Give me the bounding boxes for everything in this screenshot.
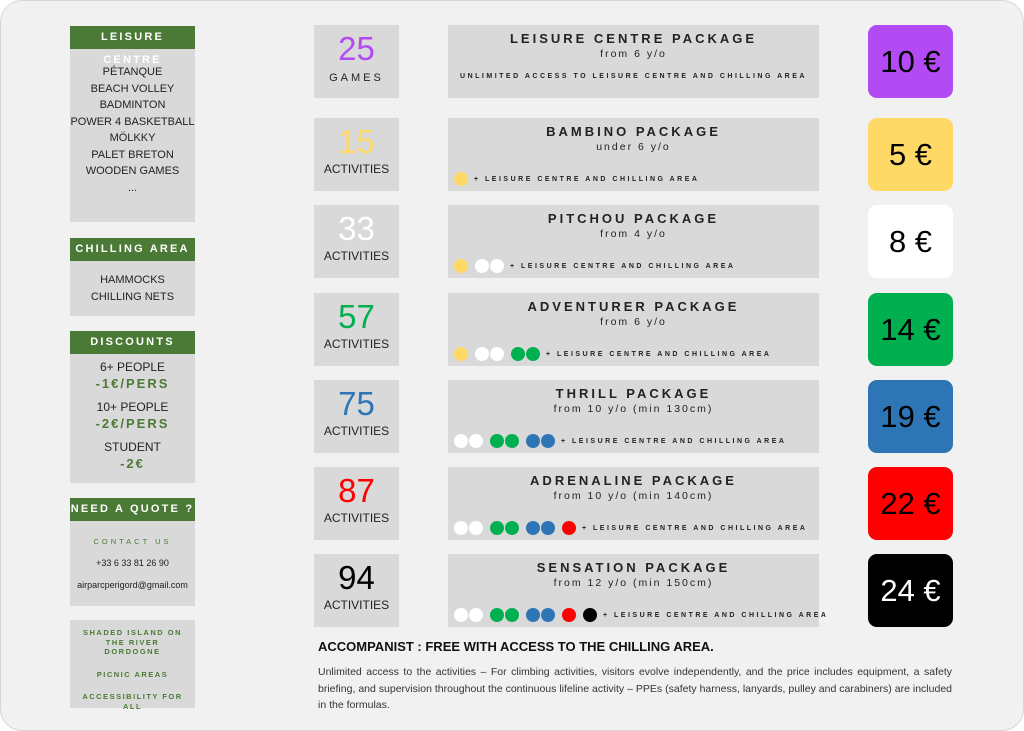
leisure-item: POWER 4 BASKETBALL: [70, 115, 195, 128]
activity-dots: [454, 259, 735, 273]
package-subtitle: from 6 y/o: [600, 316, 667, 328]
chilling-area-list: [70, 261, 195, 305]
activity-count: 94: [338, 559, 375, 596]
package-access-text: + LEISURE CENTRE AND CHILLING AREA: [474, 175, 700, 183]
info-panel: [70, 620, 195, 711]
package-title: ADRENALINE PACKAGE: [530, 473, 737, 488]
white-course-dot: [469, 521, 483, 535]
package-price: 8 €: [868, 205, 953, 278]
package-card[interactable]: [448, 205, 819, 278]
package-card[interactable]: [448, 467, 819, 540]
leisure-item: BEACH VOLLEY: [90, 82, 175, 95]
white-course-dot: [454, 434, 468, 448]
discount-value: -1€/PERS: [95, 376, 170, 391]
green-course-dot: [490, 521, 504, 535]
discounts-list: [70, 360, 195, 473]
white-course-dot: [490, 347, 504, 361]
package-price: 14 €: [868, 293, 953, 366]
quote-panel: [70, 498, 195, 606]
green-course-dot: [511, 347, 525, 361]
activity-count: 87: [338, 472, 375, 509]
white-course-dot: [469, 434, 483, 448]
leisure-centre-panel: [70, 26, 195, 222]
white-course-dot: [454, 608, 468, 622]
accompanist-text: Unlimited access to the activities – For climbing activities, visitors evolve independently, and the price includes equipment, a safety briefing, and supervision throughout the continuous lifeline activity – PPEs (safety harness, lanyards, pulley and carabiners) are included in the formulas.: [318, 666, 952, 711]
discounts-panel: [70, 331, 195, 483]
package-card[interactable]: [448, 554, 829, 627]
white-course-dot: [475, 347, 489, 361]
package-card[interactable]: [448, 25, 819, 98]
package-card[interactable]: [448, 118, 819, 191]
blue-course-dot: [541, 521, 555, 535]
package-title: THRILL PACKAGE: [555, 386, 712, 401]
blue-course-dot: [526, 521, 540, 535]
activity-count-label: ACTIVITIES: [323, 511, 390, 525]
accompanist-title: ACCOMPANIST : FREE WITH ACCESS TO THE CHILLING AREA.: [318, 639, 714, 654]
package-price: 22 €: [868, 467, 953, 540]
package-subtitle: from 12 y/o (min 150cm): [553, 577, 714, 589]
package-title: SENSATION PACKAGE: [536, 560, 731, 575]
package-title: ADVENTURER PACKAGE: [527, 299, 740, 314]
discounts-title: DISCOUNTS: [70, 331, 195, 354]
yellow-course-dot: [454, 259, 468, 273]
activity-count-box: [314, 380, 399, 453]
activity-dots: [454, 608, 828, 622]
package-title: LEISURE CENTRE PACKAGE: [509, 31, 758, 46]
activity-count-label: GAMES: [329, 72, 384, 84]
leisure-item: MÖLKKY: [109, 132, 156, 144]
activity-count-box: [314, 118, 399, 191]
activity-count: 15: [338, 123, 375, 160]
leisure-item: PÉTANQUE: [102, 66, 163, 78]
package-subtitle: from 4 y/o: [600, 228, 667, 240]
package-title: BAMBINO PACKAGE: [546, 124, 721, 139]
green-course-dot: [505, 434, 519, 448]
activity-count-box: [314, 467, 399, 540]
activity-dots: [454, 521, 807, 535]
activity-count-label: ACTIVITIES: [323, 249, 390, 263]
package-subtitle: from 10 y/o (min 130cm): [553, 403, 714, 415]
info-picnic: PICNIC AREAS: [96, 669, 169, 679]
quote-title: NEED A QUOTE ?: [70, 498, 195, 521]
leisure-item: ...: [127, 181, 138, 194]
contact-phone[interactable]: +33 6 33 81 26 90: [96, 558, 169, 568]
contact-us-label: CONTACT US: [93, 537, 172, 546]
activity-count: 57: [338, 298, 375, 335]
discount-value: -2€/PERS: [95, 416, 170, 431]
green-course-dot: [490, 434, 504, 448]
green-course-dot: [526, 347, 540, 361]
white-course-dot: [490, 259, 504, 273]
discount-label: 10+ PEOPLE: [96, 400, 169, 414]
activity-dots: [454, 434, 786, 448]
activity-count: 33: [338, 210, 375, 247]
yellow-course-dot: [454, 347, 468, 361]
activity-count-box: [314, 205, 399, 278]
info-island: SHADED ISLAND ON THE RIVER DORDOGNE: [82, 628, 182, 656]
package-subtitle: under 6 y/o: [596, 141, 671, 153]
activity-dots: [454, 172, 699, 186]
package-price: 24 €: [868, 554, 953, 627]
contact-email[interactable]: airparcperigord@gmail.com: [77, 580, 188, 590]
package-access-text: + LEISURE CENTRE AND CHILLING AREA: [510, 262, 736, 270]
chilling-item: HAMMOCKS: [100, 274, 165, 286]
chilling-item: CHILLING NETS: [90, 290, 175, 303]
red-course-dot: [562, 608, 576, 622]
package-card[interactable]: [448, 293, 819, 366]
activity-count-box: [314, 293, 399, 366]
package-card[interactable]: [448, 380, 819, 453]
blue-course-dot: [526, 434, 540, 448]
discount-label: STUDENT: [104, 440, 161, 454]
blue-course-dot: [541, 434, 555, 448]
activity-count-label: ACTIVITIES: [323, 337, 390, 351]
activity-count-label: ACTIVITIES: [323, 598, 390, 612]
leisure-centre-list: [70, 49, 195, 196]
package-price: 5 €: [868, 118, 953, 191]
blue-course-dot: [541, 608, 555, 622]
leisure-item: BADMINTON: [99, 99, 166, 111]
activity-count-label: ACTIVITIES: [323, 162, 390, 176]
red-course-dot: [562, 521, 576, 535]
leisure-centre-title: LEISURE CENTRE: [70, 26, 195, 49]
leisure-item: WOODEN GAMES: [85, 165, 180, 177]
package-access-text: UNLIMITED ACCESS TO LEISURE CENTRE AND CHILLING AREA: [460, 73, 807, 80]
chilling-area-title: CHILLING AREA: [70, 238, 195, 261]
package-subtitle: from 6 y/o: [600, 48, 667, 60]
white-course-dot: [454, 521, 468, 535]
activity-count-box: [314, 25, 399, 98]
package-title: PITCHOU PACKAGE: [547, 211, 720, 226]
leisure-item: PALET BRETON: [91, 148, 174, 161]
activity-count-label: ACTIVITIES: [323, 424, 390, 438]
black-course-dot: [583, 608, 597, 622]
package-access-text: + LEISURE CENTRE AND CHILLING AREA: [603, 611, 829, 619]
green-course-dot: [505, 521, 519, 535]
white-course-dot: [469, 608, 483, 622]
info-accessibility: ACCESSIBILITY FOR ALL: [82, 692, 183, 711]
chilling-area-panel: [70, 238, 195, 316]
discount-label: 6+ PEOPLE: [99, 360, 166, 374]
activity-count-box: [314, 554, 399, 627]
white-course-dot: [475, 259, 489, 273]
activity-count: 75: [338, 385, 375, 422]
package-access-text: + LEISURE CENTRE AND CHILLING AREA: [582, 524, 808, 532]
package-access-text: + LEISURE CENTRE AND CHILLING AREA: [546, 350, 772, 358]
package-price: 10 €: [868, 25, 953, 98]
package-subtitle: from 10 y/o (min 140cm): [553, 490, 714, 502]
package-price: 19 €: [868, 380, 953, 453]
activity-count: 25: [338, 30, 375, 67]
green-course-dot: [490, 608, 504, 622]
green-course-dot: [505, 608, 519, 622]
blue-course-dot: [526, 608, 540, 622]
yellow-course-dot: [454, 172, 468, 186]
discount-value: -2€: [120, 456, 145, 471]
activity-dots: [454, 347, 771, 361]
package-access-text: + LEISURE CENTRE AND CHILLING AREA: [561, 437, 787, 445]
